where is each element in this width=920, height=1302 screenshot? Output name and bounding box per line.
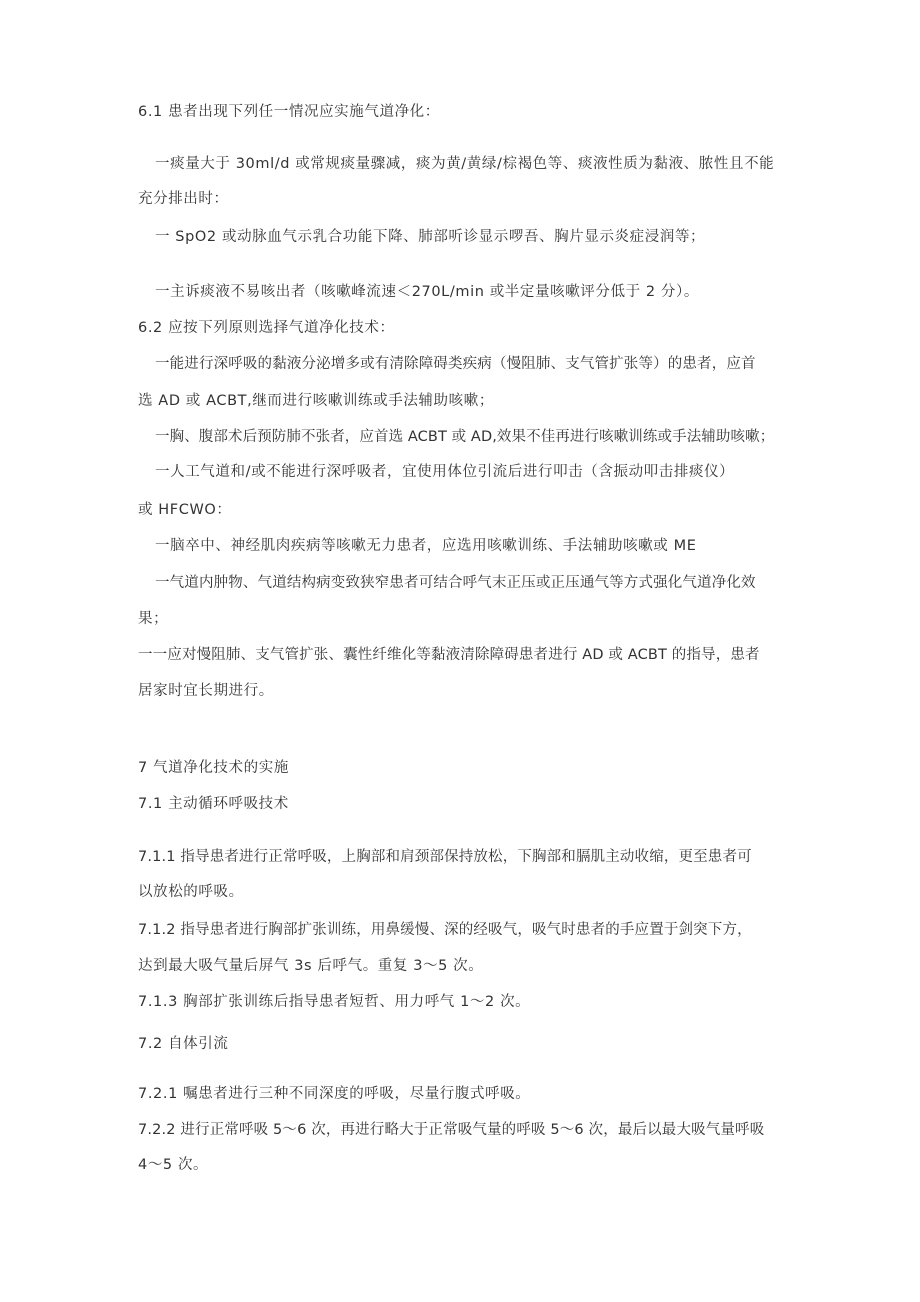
principle-postoperative: 一胸、腹部术后预防肺不张者，应首选 ACBT 或 AD,效果不佳再进行咳嗽训练或手法辅助咳嗽；	[155, 429, 775, 445]
section-7-2-heading: 7.2 自体引流	[138, 1036, 229, 1052]
criterion-spo2: 一 SpO2 或动脉血气示乳合功能下降、肺部听诊显示啰吾、胸片显示炎症浸润等；	[155, 229, 706, 245]
step-7-1-1: 7.1.1 指导患者进行正常呼吸，上胸部和肩颈部保持放松，下胸部和膈肌主动收缩，更至患者可	[138, 849, 752, 865]
principle-stroke: 一脑卒中、神经肌肉疾病等咳嗽无力患者，应选用咳嗽训练、手法辅助咳嗽或 ME	[155, 538, 697, 554]
principle-airway-tumor: 一气道内肿物、气道结构病变致狭窄患者可结合呼气末正压或正压通气等方式强化气道净化效	[155, 575, 756, 591]
step-7-2-2-cont: 4～5 次。	[138, 1157, 209, 1173]
criterion-sputum-volume-cont: 充分排出时：	[138, 191, 229, 207]
principle-artificial-airway-cont: 或 HFCWO：	[138, 502, 232, 518]
principle-home-guidance-cont: 居家时宜长期进行。	[138, 683, 274, 699]
section-6-2-heading: 6.2 应按下列原则选择气道净化技术：	[138, 320, 395, 336]
step-7-2-1: 7.2.1 嘱患者进行三种不同深度的呼吸，尽量行腹式呼吸。	[138, 1086, 531, 1102]
section-7-heading: 7 气道净化技术的实施	[138, 760, 289, 776]
section-6-1-heading: 6.1 患者出现下列任一情况应实施气道净化：	[138, 104, 440, 120]
step-7-1-3: 7.1.3 胸部扩张训练后指导患者短哲、用力呼气 1～2 次。	[138, 994, 531, 1010]
principle-home-guidance: 一一应对慢阻肺、支气管扩张、囊性纤维化等黏液清除障碍患者进行 AD 或 ACBT 的指导，患者	[138, 647, 760, 663]
criterion-sputum-volume: 一痰量大于 30ml/d 或常规痰量骤减，痰为黄/黄绿/棕褐色等、痰液性质为黏液、脓性且不能	[155, 156, 775, 172]
step-7-1-2-cont: 达到最大吸气量后屏气 3s 后呼气。重复 3～5 次。	[138, 958, 484, 974]
principle-airway-tumor-cont: 果；	[138, 611, 169, 627]
section-7-1-heading: 7.1 主动循环呼吸技术	[138, 796, 289, 812]
principle-artificial-airway: 一人工气道和/或不能进行深呼吸者，宜使用体位引流后进行叩击（含振动叩击排痰仪）	[155, 464, 735, 480]
principle-deep-breathing: 一能进行深呼吸的黏液分泌增多或有清除障碍类疾病（慢阻肺、支气管扩张等）的患者，应首	[155, 356, 756, 372]
step-7-1-1-cont: 以放松的呼吸。	[138, 884, 244, 900]
criterion-cough: 一主诉痰液不易咳出者（咳嗽峰流速＜270L/min 或半定量咳嗽评分低于 2 分）。	[155, 284, 699, 300]
principle-deep-breathing-cont: 选 AD 或 ACBT,继而进行咳嗽训练或手法辅助咳嗽；	[138, 393, 494, 409]
step-7-1-2: 7.1.2 指导患者进行胸部扩张训练，用鼻缓慢、深的经吸气，吸气时患者的手应置于剑突下方，	[138, 922, 752, 938]
step-7-2-2: 7.2.2 进行正常呼吸 5～6 次，再进行略大于正常吸气量的呼吸 5～6 次，最后以最大吸气量呼吸	[138, 1122, 765, 1138]
